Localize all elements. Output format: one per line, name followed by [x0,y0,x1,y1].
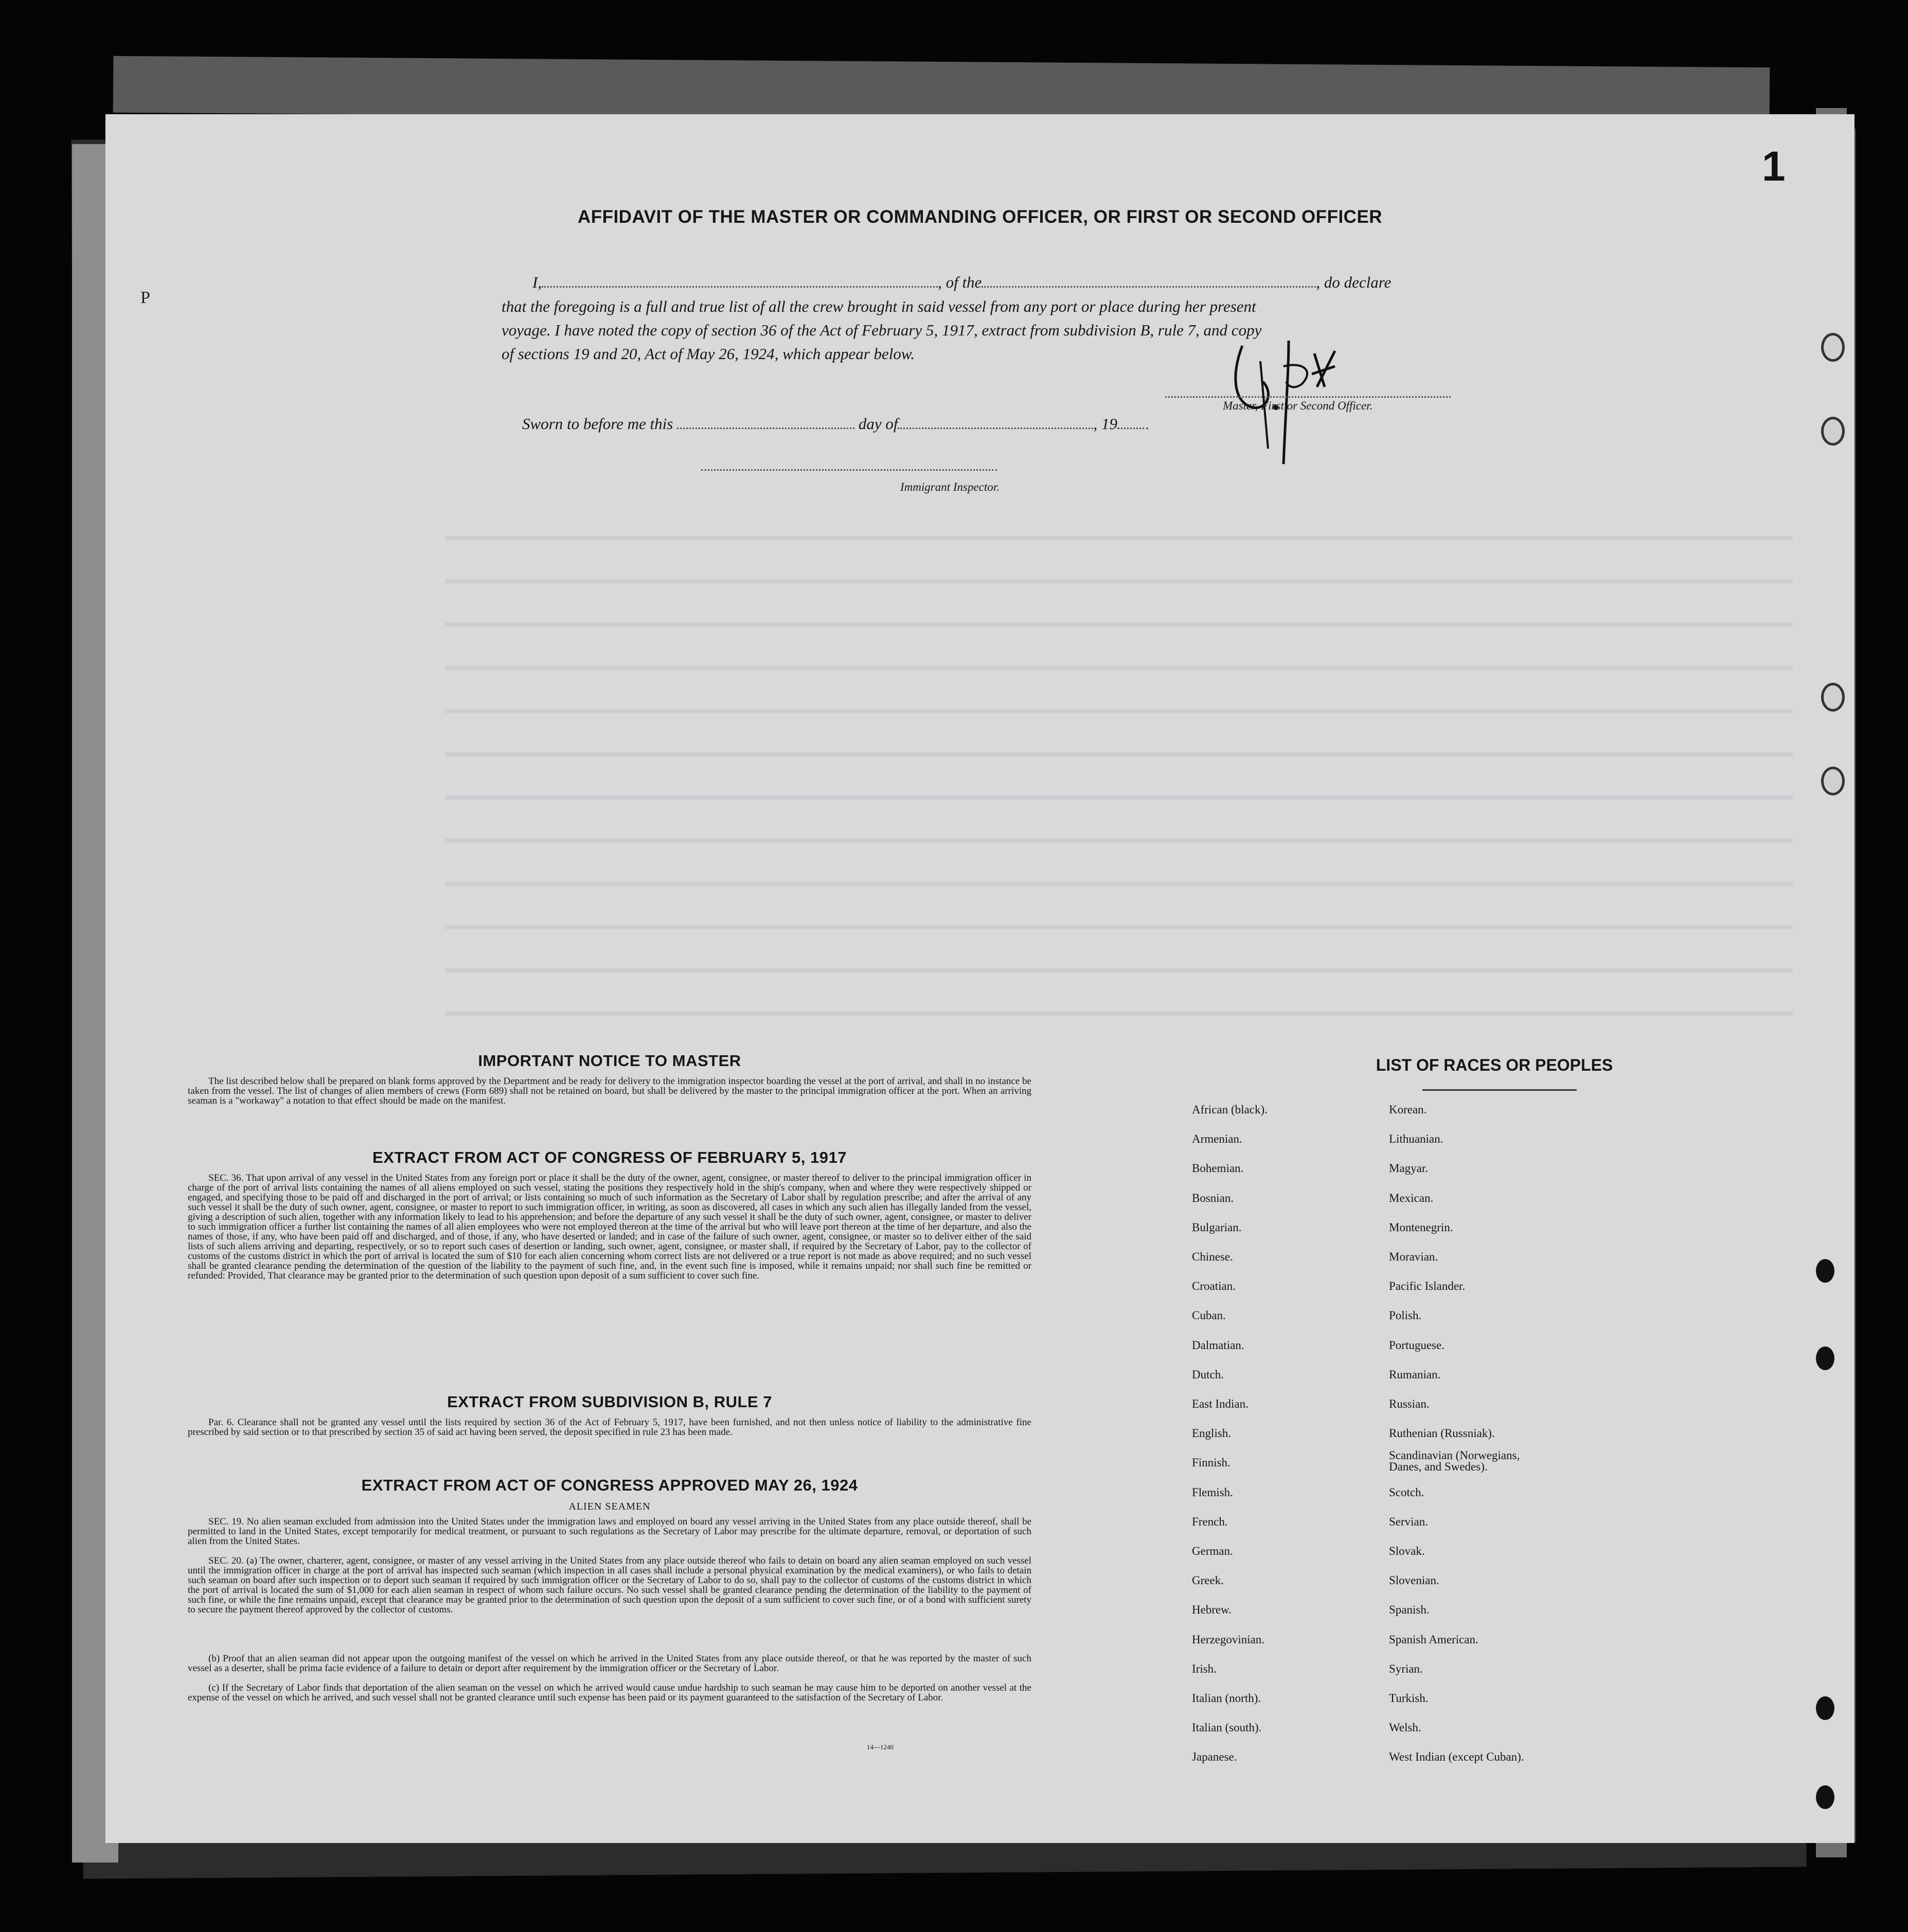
sworn-line [522,413,1294,435]
race-item: Spanish. [1389,1603,1430,1617]
inspector-signature-label: Immigrant Inspector. [900,481,1000,493]
race-item: Moravian. [1389,1250,1438,1263]
race-item: Spanish American. [1389,1633,1478,1646]
race-item: Portuguese. [1389,1338,1445,1352]
race-item: Hebrew. [1192,1603,1232,1617]
affidavit-line-3: voyage. I have noted the copy of section 36 of the Act of February 5, 1917, extract from subdivision B, rule 7, and copy [502,321,1262,339]
race-item: Cuban. [1192,1309,1226,1322]
race-item: Syrian. [1389,1662,1423,1675]
binder-hole [1816,1696,1834,1720]
affidavit-i: I, [532,273,542,291]
race-item: Dalmatian. [1192,1338,1244,1352]
race-item: Scandinavian (Norwegians, Danes, and Swedes). [1389,1449,1520,1474]
sworn-year-blank [1117,414,1148,429]
name-blank [542,273,938,288]
extract-1917-body: SEC. 36. That upon arrival of any vessel in the United States from any foreign port or place it shall be the duty of the owner, agent, consignee, or master thereof to deliver to the principal immigration officer in charge of the port of arrival lists containing the names of all aliens employed on such vessel, stating the positions they respectively hold in the ship's company, when and where they were respectively shipped or engaged, and specifying those to be paid off and discharged in the port of arrival; or lists containing so much of such information as the Secretary of Labor shall by regulation prescribe; and after the arrival of any such vessel it shall be the duty of such owner, agent, consignee, or master to report to such immigration officer, in writing, as soon as discovered, all cases in which any such alien has illegally landed from the vessel, giving a description of such alien, together with any information likely to lead to his apprehension; and before the departure of any such vessel it shall be the duty of such owner, agent, consignee, or master to deliver to such immigration officer a further list containing the names of all alien employees who were not employed thereon at the time of the arrival but who will leave port thereon at the time of her departure, and also the names of those, if any, who have been paid off and discharged, and of those, if any, who have deserted or landed; and in case of the failure of such owner, agent, consignee, or master so to deliver either of the said lists of such aliens arriving and departing, respectively, or so to report such cases of desertion or landing, such owner, agent, consignee, or master shall, if required by the Secretary of Labor, pay to the collector of customs of the customs district in which the port of arrival is located the sum of $10 for each alien concerning whom correct lists are not delivered or a true report is not made as above required; and no such vessel shall be granted clearance pending the determination of the question of the liability to the payment of such fine, and, in the event such fine is imposed, while it remains unpaid; nor shall such fine be remitted or refunded: Provided, That clearance may be granted prior to the determination of such question upon deposit of a sum sufficient to cover such fine. [188,1173,1031,1281]
master-signature-label: Master, First or Second Officer. [1223,399,1373,412]
extract-1924-sec20b: (b) Proof that an alien seaman did not appear upon the outgoing manifest of the vessel on which he arrived in the United States from any place outside thereof, or that he was reported by the master of such vessel as a deserter, shall be prima facie evidence of a failure to detain or deport after requirement by the immigration officer or the Secretary of Labor. [188,1653,1031,1674]
races-title-rule [1422,1089,1577,1091]
race-item: Chinese. [1192,1250,1233,1263]
race-item: Welsh. [1389,1721,1421,1734]
race-item: West Indian (except Cuban). [1389,1750,1524,1764]
notice-title: IMPORTANT NOTICE TO MASTER [478,1052,741,1070]
race-item: Herzegovinian. [1192,1633,1265,1646]
sworn-day-blank [677,414,854,429]
race-item: Servian. [1389,1515,1429,1528]
notice-body: The list described below shall be prepared on blank forms approved by the Department and be ready for delivery to the immigration inspector boarding the vessel at the port of arrival, and shall in no instance be taken from the vessel. The list of changes of alien members of crews (Form 689) shall not be retained on board, but shall be delivered by the master to the principal immigration officer at the port. When an arriving seaman is a "workaway" a notation to that effect should be made on the manifest. [188,1076,1031,1106]
binder-hole [1821,417,1845,446]
page-number-mark: 1 [1762,143,1786,190]
race-item: Dutch. [1192,1368,1224,1381]
form-code: 14—1240 [867,1743,894,1751]
race-item: Japanese. [1192,1750,1237,1764]
extract-rule7-title: EXTRACT FROM SUBDIVISION B, RULE 7 [447,1393,772,1411]
race-item: Korean. [1389,1103,1427,1116]
extract-1917-title: EXTRACT FROM ACT OF CONGRESS OF FEBRUARY 5, 1917 [372,1148,847,1166]
race-item: Italian (north). [1192,1692,1261,1705]
affidavit-declaration-line [502,271,1592,294]
affidavit-line-2: that the foregoing is a full and true list of all the crew brought in said vessel from any port or place during her present [502,297,1256,315]
race-item: Slovak. [1389,1545,1425,1557]
race-item: Rumanian. [1389,1368,1441,1381]
extract-1924-title: EXTRACT FROM ACT OF CONGRESS APPROVED MAY 26, 1924 [361,1476,858,1494]
inspector-signature-line [701,469,997,471]
race-item: Bulgarian. [1192,1220,1242,1234]
race-item: Bosnian. [1192,1191,1234,1204]
race-item: Scotch. [1389,1485,1424,1499]
extract-1924-sec19: SEC. 19. No alien seaman excluded from admission into the United States under the immigration laws and employed on board any vessel arriving in the United States from any place outside thereof, shall be permitted to land in the United States, except temporarily for medical treatment, or pursuant to such regulations as the Secretary of Labor may prescribe for the ultimate departure, removal, or deportation of such alien from the United States. [188,1516,1031,1547]
race-item: Slovenian. [1389,1574,1439,1587]
race-item: Mexican. [1389,1191,1434,1204]
race-item: Irish. [1192,1662,1217,1675]
race-item: Pacific Islander. [1389,1280,1466,1293]
extract-1924-sec20c: (c) If the Secretary of Labor finds that deportation of the alien seaman on the vessel on which he arrived would cause undue hardship to such seaman he may cause him to be deported on another vessel at the expense of the vessel on which he arrived, and such vessel shall not be granted clearance until such expense has been paid or its payment guaranteed to the satisfaction of the Secretary of Labor. [188,1682,1031,1703]
binder-hole [1816,1785,1834,1809]
binder-hole [1816,1346,1834,1370]
race-item: Turkish. [1389,1692,1429,1705]
binder-hole [1816,1259,1834,1283]
sworn-year-prefix: , 19 [1093,415,1117,433]
race-item: Flemish. [1192,1485,1233,1499]
extract-1924-sec20a: SEC. 20. (a) The owner, charterer, agent, consignee, or master of any vessel arriving in the United States from any place outside thereof who fails to detain on board any alien seaman employed on such vessel until the immigration officer in charge at the port of arrival has inspected such seaman (which inspection in all cases shall include a personal physical examination by the medical examiners), or who fails to detain such seaman on board after such inspection or to deport such seaman if required by such immigration officer or the Secretary of Labor to do so, shall pay to the collector of customs of the customs district in which the port of arrival is located the sum of $1,000 for each alien seaman in respect of whom such failure occurs. No such vessel shall be granted clearance pending the determination of the liability to the payment of such fine, or while the fine remains unpaid, except that clearance may be granted prior to the determination of such question upon the deposit of a sum sufficient to cover such fine, or of a bond with sufficient surety to secure the payment thereof approved by the collector of customs. [188,1555,1031,1615]
race-item: Croatian. [1192,1280,1236,1293]
sworn-month-blank [898,414,1093,429]
race-item: Armenian. [1192,1132,1242,1146]
binder-hole [1821,683,1845,712]
race-item: East Indian. [1192,1397,1249,1410]
affidavit-do-declare: , do declare [1316,273,1392,291]
race-item: German. [1192,1545,1233,1557]
master-signature-line [1165,396,1451,398]
affidavit-line-4: of sections 19 and 20, Act of May 26, 1924, which appear below. [502,345,915,363]
extract-rule7-body: Par. 6. Clearance shall not be granted any vessel until the lists required by section 36 of the Act of February 5, 1917, have been furnished, and not then unless notice of liability to the administrative fine prescribed by said section or to that prescribed by section 35 of said act having been served, the deposit specified in rule 23 has been made. [188,1417,1031,1438]
race-item: African (black). [1192,1103,1268,1116]
race-item: Bohemian. [1192,1162,1244,1175]
race-item: Greek. [1192,1574,1224,1587]
sworn-prefix: Sworn to before me this [522,415,673,433]
margin-mark: P [140,288,150,307]
race-item: French. [1192,1515,1228,1528]
race-item: Ruthenian (Russniak). [1389,1427,1495,1440]
binder-hole [1821,767,1845,795]
sworn-day-of: day of [858,415,898,433]
document-page [105,114,1854,1843]
vessel-blank [982,273,1316,288]
race-item: Italian (south). [1192,1721,1262,1734]
affidavit-of-the: , of the [938,273,982,291]
race-item: Polish. [1389,1309,1422,1322]
extract-1924-subtitle: ALIEN SEAMEN [568,1501,651,1512]
race-item: Russian. [1389,1397,1430,1410]
race-item: Magyar. [1389,1162,1429,1175]
binder-hole [1821,333,1845,362]
races-title: LIST OF RACES OR PEOPLES [1376,1056,1613,1074]
race-item: Montenegrin. [1389,1220,1453,1234]
race-item: Finnish. [1192,1456,1231,1469]
race-item: Lithuanian. [1389,1132,1443,1146]
affidavit-title: AFFIDAVIT OF THE MASTER OR COMMANDING OFFICER, OR FIRST OR SECOND OFFICER [577,207,1383,227]
race-item: English. [1192,1427,1232,1440]
